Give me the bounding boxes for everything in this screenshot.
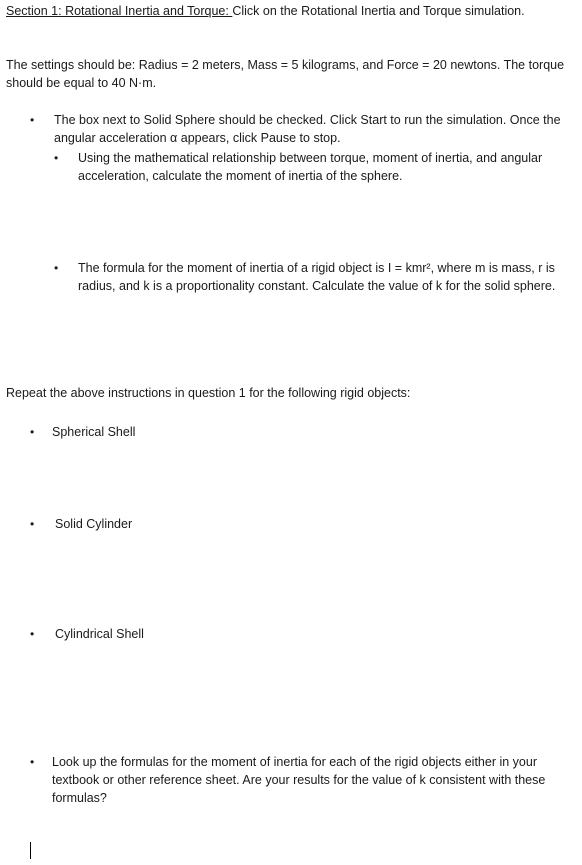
section-heading bbox=[6, 2, 576, 20]
bullet-lookup-formulas-text: Look up the formulas for the moment of inertia for each of the rigid objects either in your textbook or other reference sheet. Are your results for the value of k consistent with these formulas? bbox=[52, 755, 546, 805]
bullet-cylindrical-shell bbox=[30, 625, 530, 643]
sub-bullet-inertia bbox=[54, 149, 564, 185]
bullet-solid-cylinder bbox=[30, 515, 530, 533]
settings-paragraph: The settings should be: Radius = 2 meters, Mass = 5 kilograms, and Force = 20 newtons. The torque should be equal to 40 N·m. bbox=[6, 58, 565, 90]
repeat-paragraph: Repeat the above instructions in question 1 for the following rigid objects: bbox=[6, 386, 411, 400]
text-cursor[interactable] bbox=[30, 842, 31, 859]
bullet-icon: • bbox=[30, 627, 35, 641]
bullet-solid-sphere-text: The box next to Solid Sphere should be checked. Click Start to run the simulation. Once the angular acceleration α appears, click Pause to stop. bbox=[54, 113, 561, 145]
bullet-solid-cylinder-text: Solid Cylinder bbox=[55, 517, 133, 531]
section-instruction: Click on the Rotational Inertia and Torque simulation. bbox=[232, 4, 525, 18]
bullet-cylindrical-shell-text: Cylindrical Shell bbox=[55, 627, 144, 641]
bullet-lookup-formulas bbox=[30, 753, 576, 807]
section-title: Section 1: Rotational Inertia and Torque: bbox=[6, 4, 233, 18]
bullet-spherical-shell-text: Spherical Shell bbox=[52, 425, 136, 439]
bullet-icon: • bbox=[30, 425, 35, 439]
sub-bullet-formula bbox=[54, 259, 564, 295]
bullet-solid-sphere bbox=[30, 111, 570, 147]
bullet-icon: • bbox=[54, 151, 59, 165]
bullet-icon: • bbox=[30, 113, 35, 127]
bullet-icon: • bbox=[30, 755, 35, 769]
bullet-icon: • bbox=[30, 517, 35, 531]
sub-bullet-inertia-text: Using the mathematical relationship between torque, moment of inertia, and angular acceleration, calculate the moment of inertia of the sphere. bbox=[78, 151, 543, 183]
bullet-icon: • bbox=[54, 261, 59, 275]
sub-bullet-formula-text: The formula for the moment of inertia of a rigid object is I = kmr², where m is mass, r is radius, and k is a proportionality constant. Calculate the value of k for the solid sphere. bbox=[78, 261, 556, 293]
bullet-spherical-shell bbox=[30, 423, 530, 441]
